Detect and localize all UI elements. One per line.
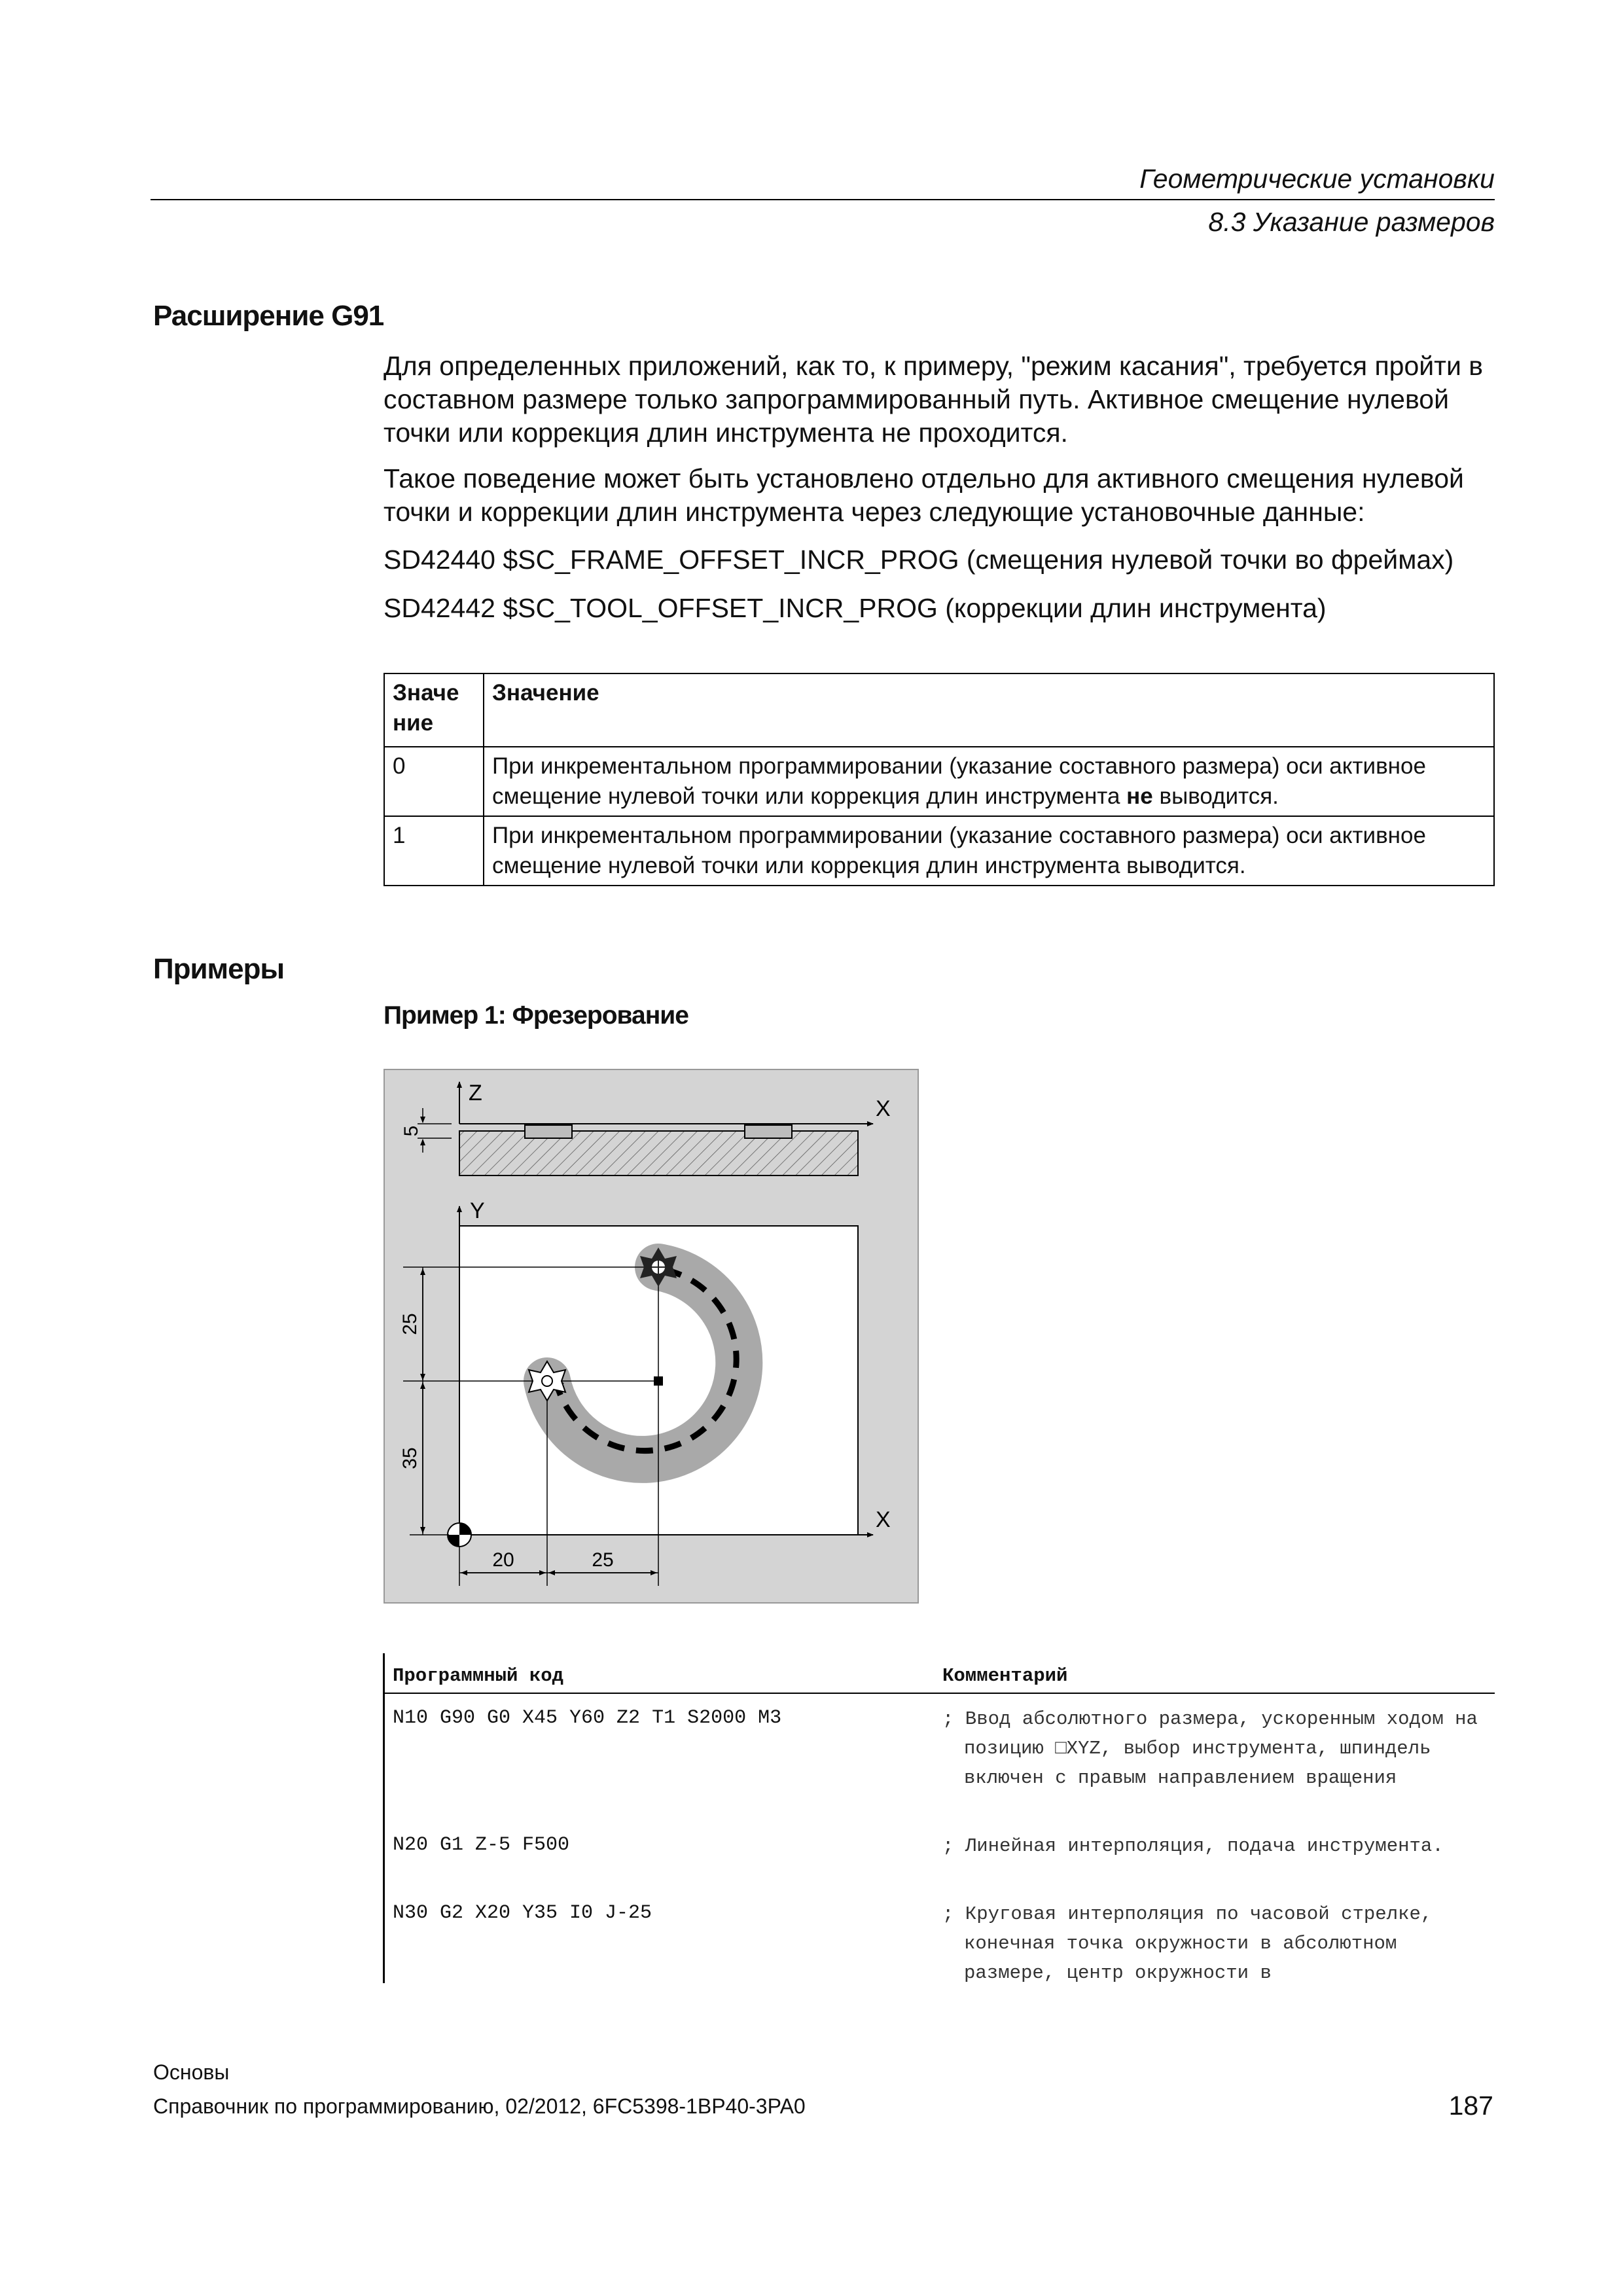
workpiece-section [459,1131,858,1175]
page-number: 187 [1448,2090,1493,2121]
example-1-title: Пример 1: Фрезерование [383,1001,688,1030]
milling-diagram [383,1069,919,1604]
header-divider [151,199,1495,200]
x-axis-bottom-label: X [876,1507,891,1532]
meaning-text: При инкрементальном программировании (указание составного размера) оси активное смещение нулевой точки или коррекция длин инструмента [492,753,1426,809]
setting-value-table [383,673,1495,886]
code-comment-n10 [942,1704,1492,1793]
code-comment-n20 [942,1831,1492,1861]
section-heading-examples: Примеры [153,953,285,985]
cell-value: 1 [384,816,484,886]
dim-5-label: 5 [401,1125,422,1137]
setting-data-tool-offset: SD42442 $SC_TOOL_OFFSET_INCR_PROG (коррекции длин инструмента) [383,593,1327,623]
comment-text: ; Круговая интерполяция по часовой стрелке, конечная точка окружности в абсолютном размере, центр окружности в [942,1903,1433,1984]
comment-column-header: Комментарий [942,1665,1068,1687]
comment-text: ; Линейная интерполяция, подача инструмента. [942,1835,1444,1857]
meaning-text-end: выводится. [1152,783,1279,809]
running-header-chapter: Геометрические установки [1139,164,1495,194]
running-header-section: 8.3 Указание размеров [1208,207,1495,237]
clamp-right [745,1125,792,1138]
dim-35-vertical-label: 35 [399,1447,421,1469]
comment-text: ; Ввод абсолютного размера, ускоренным ходом на позицию □XYZ, выбор инструмента, шпиндель включен с правым направлением вращения [942,1708,1478,1789]
g91-paragraph-1: Для определенных приложений, как то, к примеру, "режим касания", требуется пройти в составном размере только запрограммированный путь. Активное смещение нулевой точки или коррекция длин инструмента не проходится. [383,351,1484,448]
dim-20-horizontal-label: 20 [492,1549,514,1571]
x-axis-top-label: X [876,1096,891,1121]
code-line-n30: N30 G2 X20 Y35 I0 J-25 [393,1902,652,1924]
plan-view [399,1198,891,1586]
cell-meaning [484,747,1494,816]
cell-value: 0 [384,747,484,816]
footer-document-title: Основы [153,2060,230,2084]
g91-paragraph-2: Такое поведение может быть установлено отдельно для активного смещения нулевой точки и коррекции длин инструмента через следующие установочные данные: [383,463,1464,527]
code-comment-n30 [942,1899,1492,1988]
footer-manual-reference: Справочник по программированию, 02/2012, 6FC5398-1BP40-3PA0 [153,2094,806,2118]
origin-symbol [448,1523,471,1547]
z-axis-label: Z [469,1081,482,1105]
setting-data-frame-offset: SD42440 $SC_FRAME_OFFSET_INCR_PROG (смещения нулевой точки во фреймах) [383,545,1454,575]
code-line-n20: N20 G1 Z-5 F500 [393,1834,570,1856]
column-header-meaning: Значение [484,673,1494,747]
clamp-left [525,1125,572,1138]
code-table-header-rule [385,1693,1495,1694]
code-column-header: Программный код [393,1665,564,1687]
circle-center-marker [654,1376,663,1386]
section-heading-g91: Расширение G91 [153,300,384,332]
dim-25-vertical-label: 25 [399,1313,421,1335]
code-line-n10: N10 G90 G0 X45 Y60 Z2 T1 S2000 M3 [393,1707,782,1729]
cell-meaning: При инкрементальном программировании (указание составного размера) оси активное смещение нулевой точки или коррекция длин инструмента выводится. [484,816,1494,886]
code-table-left-border [383,1653,385,1983]
y-axis-label: Y [470,1198,485,1223]
dim-25-horizontal-label: 25 [592,1549,614,1571]
meaning-emphasis: не [1126,783,1153,809]
table-row [384,747,1494,816]
table-header-row [384,673,1494,747]
table-row [384,816,1494,886]
column-header-value: Значе ние [384,673,484,747]
